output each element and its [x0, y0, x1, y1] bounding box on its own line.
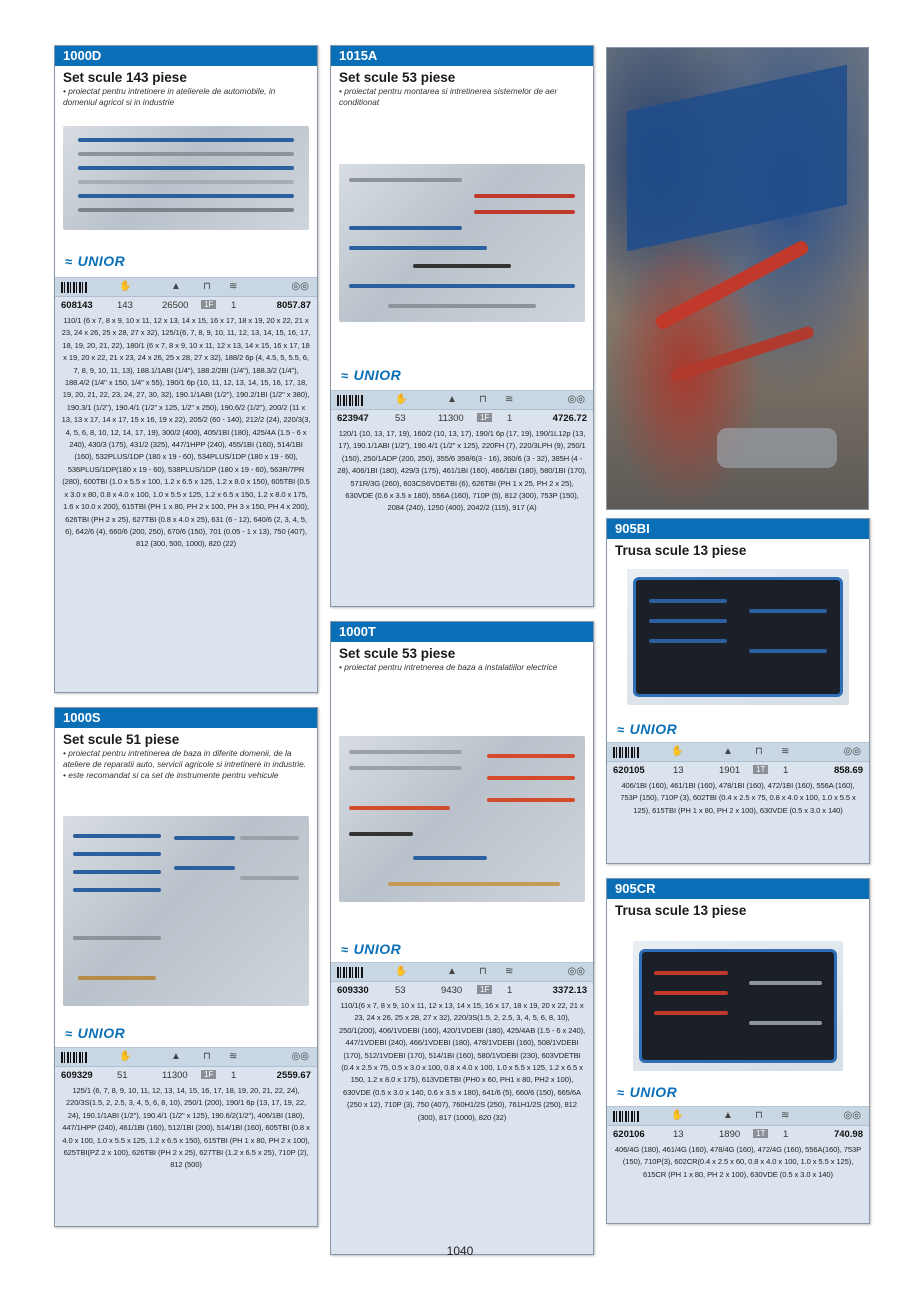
- product-card-905BI: [606, 518, 870, 864]
- packaging-icon: ≋: [505, 394, 514, 405]
- quantity: 1: [231, 300, 237, 311]
- product-info: [55, 1047, 317, 1226]
- packaging-icon: ≋: [781, 746, 790, 757]
- piece-count: 13: [673, 1129, 684, 1140]
- hand-icon: ✋: [395, 394, 408, 405]
- product-code: 905BI: [607, 519, 869, 539]
- hand-icon: ✋: [671, 1110, 684, 1121]
- product-photo: [63, 816, 309, 1006]
- info-icon-row: [55, 278, 317, 297]
- quantity: 1: [231, 1070, 237, 1081]
- weight-icon: ▲: [171, 1051, 181, 1062]
- weight-value: 11300: [162, 1070, 188, 1081]
- ean-code: 623947: [337, 413, 369, 424]
- weight-icon: ▲: [723, 1110, 733, 1121]
- product-title: Set scule 53 piese: [339, 646, 456, 661]
- unior-logo: ≈ UNIOR: [65, 1025, 126, 1041]
- price: 3372.13: [552, 985, 587, 996]
- piece-count: 51: [117, 1070, 128, 1081]
- price: 8057.87: [276, 300, 311, 311]
- pack-badge: 1T: [753, 765, 768, 774]
- info-values: [331, 410, 593, 426]
- set-contents: 110/1 (6 x 7, 8 x 9, 10 x 11, 12 x 13, 14 x 15, 16 x 17, 18 x 19, 20 x 22, 21 x 23, 24 x 26, 25 x 28, 27 x 32), 125/1(6, 7, 8, 9, 10, 11, 12, 13, 14, 15, 16, 17, 18, 19, 20, 21, 22), 180/1 (6 x 7, 8 x 9, 10 x 11, 12 x 13, 14 x 15, 16 x 17, 18 x 19, 20 x 22, 21 x 23, 24 x 26, 25 x 28, 27 x 32), 188/2 6p (4, 4.5, 5, 5.5, 6, 7, 8, 9, 10, 11, 13), 188.1/1ABI (1/4"), 188.2/2BI (1/4"), 188.3/2 (1/4"), 188.4/2 (1/4" x 150, 1/4" x 55), 190/1 6p (10, 11, 12, 13, 14, 15, 16, 17, 18, 19, 20, 21, 22, 23, 24, 27, 30, 32), 190.1/1ABI (1/2"), 190.2/1BI (1/2" x 380), 190.3/1 (1/2"), 190.4/1 (1/2" x 125, 1/2" x 250), 190.6/2 (1/2"), 200/2 (11 x 13, 13 x 17, 14 x 17, 15 x 16, 19 x 22), 205/2 (60 - 140), 212/2 (24), 220/3(3, 4, 5, 6, 8, 10, 12, 14, 17, 19), 300/2 (400), 405/1BI (180), 425/4A (1.5 - 6 x 240), 430/3 (175), 431/2 (325), 447/1HPP (240), 455/1BI (160), 514/1BI (160), 532PLUS/1DP (180 x 19 - 60), 534PLUS/1DP (180 x 19 - 60), 536PLUS/1DP(180 x 19 - 60), 538PLUS/1DP (180 x 19 - 60), 563R/7PR (280), 600TBI (1.0 x 5.5 x 100, 1.2 x 6.5 x 125, 1.2 x 8.0 x 150), 605TBI (0.5 x 3.0 x 80, 0.8 x 4.0 x 100, 1.0 x 5.5 x 125, 1.2 x 6.5 x 150, 1.2 x 8.0 x 175, 1.6 x 10.0 x 200), 615TBI (PH 1 x 80, PH 2 x 100, PH 3 x 150, PH 4 x 200), 626TBI (PH 2 x 25), 627TBI (0.8 x 4.0 x 25), 631 (6 - 12), 640/6 (2, 3, 4, 5, 6), 642/6 (4), 660/6 (200, 250), 670/6 (150), 701 (0.05 - 1 x 13), 750 (407), 812 (300, 500, 1000), 820 (22): [61, 316, 311, 549]
- piece-count: 143: [117, 300, 133, 311]
- product-photo: [633, 941, 843, 1071]
- box-icon: ⊓: [755, 746, 763, 757]
- toolbox-photo: [606, 47, 869, 510]
- unior-logo: ≈ UNIOR: [341, 367, 402, 383]
- product-description: • proiectat pentru montarea si intretinerea sistemelor de aer conditionat: [339, 86, 558, 108]
- page-number: 1040: [446, 1244, 474, 1258]
- pack-badge: 1F: [477, 985, 492, 994]
- product-title: Set scule 143 piese: [63, 70, 187, 85]
- product-card-905CR: [606, 878, 870, 1224]
- coins-icon: ◎◎: [843, 1110, 861, 1121]
- info-icon-row: [55, 1048, 317, 1067]
- product-photo: [627, 569, 849, 705]
- box-icon: ⊓: [479, 394, 487, 405]
- product-code: 1000T: [331, 622, 593, 642]
- product-card-1000D: [54, 45, 318, 693]
- product-code: 905CR: [607, 879, 869, 899]
- info-values: [607, 762, 869, 778]
- coins-icon: ◎◎: [291, 281, 309, 292]
- barcode-icon: [613, 1111, 639, 1122]
- product-info: [331, 390, 593, 606]
- coins-icon: ◎◎: [567, 966, 585, 977]
- hand-icon: ✋: [671, 746, 684, 757]
- unior-logo: ≈ UNIOR: [341, 941, 402, 957]
- product-info: [55, 277, 317, 692]
- weight-value: 1890: [719, 1129, 741, 1140]
- price: 858.69: [833, 765, 863, 776]
- coins-icon: ◎◎: [291, 1051, 309, 1062]
- product-card-1015A: [330, 45, 594, 607]
- product-description: • proiectat pentru intretinere in atelierele de automobile, in domeniul agricol si in industrie: [63, 86, 276, 108]
- coins-icon: ◎◎: [843, 746, 861, 757]
- info-icon-row: [331, 391, 593, 410]
- product-code: 1000S: [55, 708, 317, 728]
- unior-logo: ≈ UNIOR: [617, 721, 678, 737]
- weight-value: 11300: [438, 413, 464, 424]
- ean-code: 620106: [613, 1129, 645, 1140]
- set-contents: 125/1 (6, 7, 8, 9, 10, 11, 12, 13, 14, 15, 16, 17, 18, 19, 20, 21, 22, 24), 220/3S(1.5, 2, 2.5, 3, 4, 5, 6, 8, 10), 250/1 (200), 190/1 6p (13, 17, 19, 22, 24), 190.1/1ABI (1/2"), 190.4/1 (1/2" x 125), 190.6/2(1/2"), 406/1BI (180), 447/1HPP (240), 461/1BI (160), 512/1BI (200), 514/1BI (160), 605TBI (0.8 x 4.0 x 100, 1.0 x 5.5 x 125, 1.2 x 6.5 x 150), 615TBI (PH 1 x 80, PH 2 x 100), 625TBI(PZ 2 x 100), 626TBI (PH 2 x 25), 627TBI (1.2 x 6.5 x 25), 710P (2), 812 (500): [62, 1086, 310, 1170]
- weight-value: 9430: [441, 985, 463, 996]
- packaging-icon: ≋: [229, 1051, 238, 1062]
- price: 740.98: [833, 1129, 863, 1140]
- product-title: Trusa scule 13 piese: [615, 903, 747, 918]
- weight-value: 1901: [719, 765, 741, 776]
- ean-code: 609330: [337, 985, 369, 996]
- piece-count: 53: [395, 985, 406, 996]
- packaging-icon: ≋: [781, 1110, 790, 1121]
- product-title: Set scule 53 piese: [339, 70, 456, 85]
- packaging-icon: ≋: [229, 281, 238, 292]
- unior-logo: ≈ UNIOR: [617, 1084, 678, 1100]
- weight-icon: ▲: [447, 394, 457, 405]
- box-icon: ⊓: [755, 1110, 763, 1121]
- hand-icon: ✋: [395, 966, 408, 977]
- quantity: 1: [507, 413, 513, 424]
- box-icon: ⊓: [203, 1051, 211, 1062]
- packaging-icon: ≋: [505, 966, 514, 977]
- weight-icon: ▲: [723, 746, 733, 757]
- product-title: Trusa scule 13 piese: [615, 543, 747, 558]
- info-icon-row: [331, 963, 593, 982]
- barcode-icon: [61, 1052, 87, 1063]
- piece-count: 53: [395, 413, 406, 424]
- set-contents: 120/1 (10, 13, 17, 19), 160/2 (10, 13, 17), 190/1 6p (17, 19), 190/1L12p (13, 17), 190.1/1ABI (1/2"), 190.4/1 (1/2" x 125), 220FH (7), 220/3LPH (9), 250/1 (150), 250/1ADP (200, 250), 355/6 358/6(3 - 16), 360/6 (3 - 32), 385H (4 - 28), 406/1BI (180), 429/3 (175), 461/1BI (160), 466/1BI (180), 580/1BI (170), 571R/3G (260), 603CS6VDETBI (6), 626TBI (PH 1 x 25, PH 2 x 25), 630VDE (0.6 x 3.5 x 180), 556A (160), 710P (5), 812 (300), 753P (150), 2084 (240), 1250 (400), 2042/2 (115), 917 (A): [337, 429, 587, 513]
- info-values: [607, 1126, 869, 1142]
- pack-badge: 1F: [477, 413, 492, 422]
- product-info: [331, 962, 593, 1254]
- product-info: [607, 1106, 869, 1223]
- product-photo: [339, 164, 585, 322]
- quantity: 1: [507, 985, 513, 996]
- barcode-icon: [61, 282, 87, 293]
- quantity: 1: [783, 1129, 789, 1140]
- weight-value: 26500: [162, 300, 189, 311]
- product-description: • proiectat pentru intretinerea de baza in diferite domenii, de la ateliere de reparatii auto, servicii agricole si intretinere in industrie.: [63, 748, 307, 770]
- info-icon-row: [607, 1107, 869, 1126]
- pack-badge: 1T: [753, 1129, 768, 1138]
- product-code: 1015A: [331, 46, 593, 66]
- ean-code: 608143: [61, 300, 93, 311]
- info-values: [55, 297, 317, 313]
- product-photo: [339, 736, 585, 902]
- hand-icon: ✋: [119, 281, 132, 292]
- barcode-icon: [613, 747, 639, 758]
- price: 4726.72: [552, 413, 587, 424]
- hand-icon: ✋: [119, 1051, 132, 1062]
- pack-badge: 1F: [201, 300, 216, 309]
- box-icon: ⊓: [203, 281, 211, 292]
- price: 2559.67: [276, 1070, 311, 1081]
- product-card-1000T: [330, 621, 594, 1255]
- info-icon-row: [607, 743, 869, 762]
- product-code: 1000D: [55, 46, 317, 66]
- unior-logo: ≈ UNIOR: [65, 253, 126, 269]
- ean-code: 609329: [61, 1070, 93, 1081]
- product-description-2: • este recomandat si ca set de instrumente pentru vehicule: [63, 770, 279, 781]
- set-contents: 406/1BI (160), 461/1BI (160), 478/1BI (160), 472/1BI (160), 556A (160), 753P (150), 710P (3), 602TBI (0.4 x 2.5 x 75, 0.8 x 4.0 x 100, 1.0 x 5.5 x 125), 615TBI (PH 1 x 80, PH 2 x 100), 630VDE (0.5 x 3.0 x 140): [620, 781, 856, 815]
- barcode-icon: [337, 967, 363, 978]
- product-title: Set scule 51 piese: [63, 732, 180, 747]
- info-values: [55, 1067, 317, 1083]
- product-info: [607, 742, 869, 863]
- pack-badge: 1F: [201, 1070, 216, 1079]
- set-contents: 110/1(6 x 7, 8 x 9, 10 x 11, 12 x 13, 14 x 15, 16 x 17, 18 x 19, 20 x 22, 21 x 23, 24 x 26, 25 x 28, 27 x 32), 220/3S(1.5, 2, 2.5, 3, 4, 5, 6, 8, 10), 250/1(200), 406/1VDEBI (160), 420/1VDEBI (180), 425/4AB (1.5 - 6 x 240), 447/1VDEBI (240), 466/1VDEBI (180), 478/1VDEBI (160), 508/1VDEBI (170), 512/1VDEBI (170), 514/1BI (160), 580/1VDEBI (230), 603VDETBI (0.4 x 2.5 x 75, 0.5 x 3.0 x 100, 0.8 x 4.0 x 100, 1.0 x 5.5 x 125, 1.2 x 6.5 x 150, 1.2 x 8.0 x 175), 613VDETBI (PH0 x 60, PH1 x 80, PH2 x 100), 630VDE (0.5 x 3.0 x 140, 0.6 x 3.5 x 180), 641/6 (5), 660/6 (150), 665/6A (250 x 12), 710P (3), 750 (407), 760H1/2S (250), 761H1/2S (250), 812 (300), 817 (1000), 820 (32): [338, 1001, 586, 1122]
- product-photo: [63, 126, 309, 230]
- piece-count: 13: [673, 765, 684, 776]
- ean-code: 620105: [613, 765, 645, 776]
- info-values: [331, 982, 593, 998]
- product-description: • proiectat pentru intretnerea de baza a instalatiilor electrice: [339, 662, 558, 672]
- coins-icon: ◎◎: [567, 394, 585, 405]
- box-icon: ⊓: [479, 966, 487, 977]
- product-card-1000S: [54, 707, 318, 1227]
- weight-icon: ▲: [171, 281, 181, 292]
- quantity: 1: [783, 765, 789, 776]
- weight-icon: ▲: [447, 966, 457, 977]
- barcode-icon: [337, 395, 363, 406]
- set-contents: 406/4G (180), 461/4G (160), 478/4G (160), 472/4G (160), 556A(160), 753P (150), 710P(3), 602CR(0.4 x 2.5 x 60, 0.8 x 4.0 x 100, 1.0 x 5.5 x 125), 615CR (PH 1 x 80, PH 2 x 100), 630VDE (0.5 x 3.0 x 140): [614, 1145, 862, 1179]
